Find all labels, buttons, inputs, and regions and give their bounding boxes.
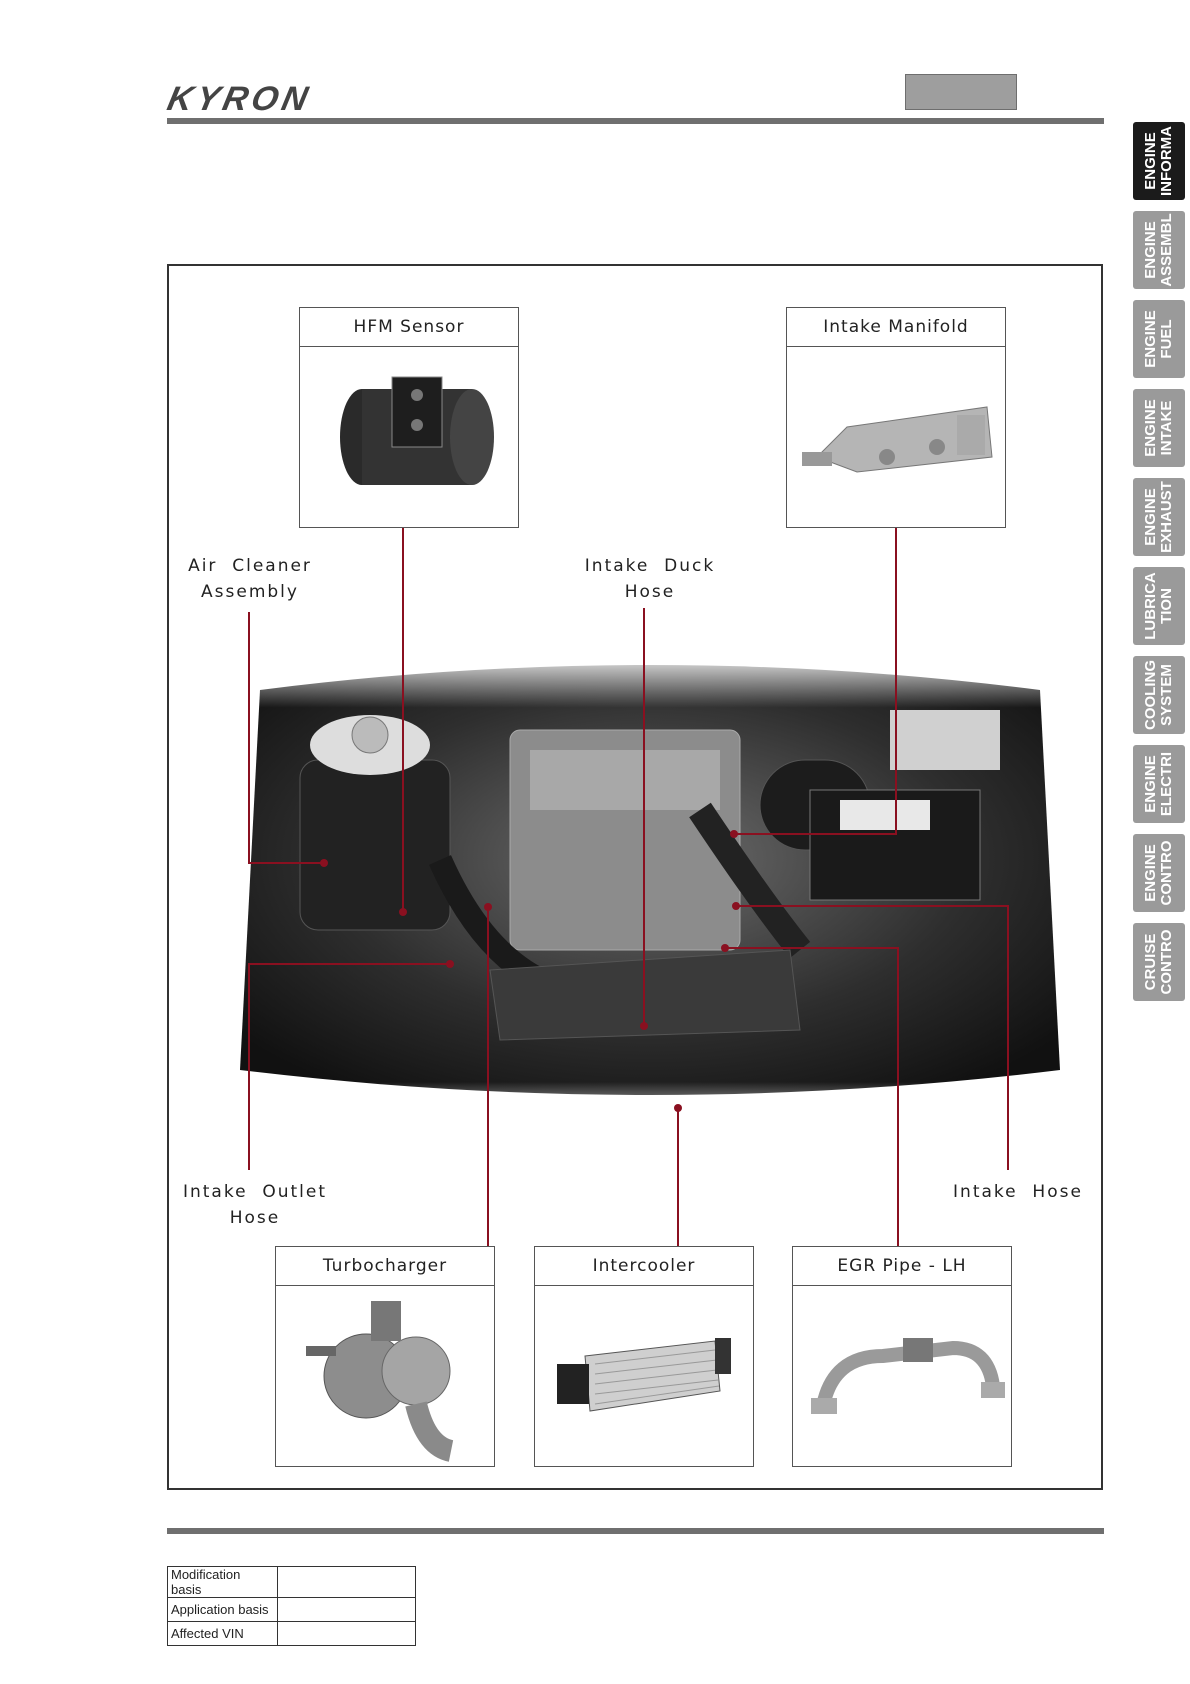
egr-pipe-image (793, 1286, 1011, 1466)
side-tab-engine-exhaust[interactable]: ENGINE EXHAUST (1133, 478, 1185, 556)
side-tab-engine-intake[interactable]: ENGINE INTAKE (1133, 389, 1185, 467)
revision-info-table (167, 1566, 416, 1646)
leader-air-cleaner-h (248, 862, 324, 864)
card-intake-manifold-caption: Intake Manifold (787, 308, 1005, 347)
leader-intake-outlet-dot (446, 960, 454, 968)
intake-manifold-image (787, 347, 1005, 527)
footer-rule (167, 1528, 1104, 1534)
leader-intake-duck-hose (643, 608, 645, 1026)
leader-egr-pipe-v (897, 947, 899, 1246)
card-turbocharger-caption: Turbocharger (276, 1247, 494, 1286)
leader-intake-hose-dot (732, 902, 740, 910)
leader-air-cleaner-v (248, 612, 250, 864)
leader-intercooler (677, 1108, 679, 1246)
leader-intake-hose-v (1007, 905, 1009, 1170)
leader-hfm-sensor-dot (399, 908, 407, 916)
card-intercooler (534, 1246, 754, 1467)
engine-bay-photo (240, 650, 1060, 1130)
leader-egr-pipe-dot (721, 944, 729, 952)
leader-turbocharger-dot (484, 903, 492, 911)
side-tab-lubrication[interactable]: LUBRICA TION (1133, 567, 1185, 645)
table-row (168, 1598, 416, 1622)
page-number-box (905, 74, 1017, 110)
leader-intake-manifold-dot (730, 830, 738, 838)
label-intake-duck-hose: Intake Duck Hose (584, 556, 716, 602)
intercooler-image (535, 1286, 753, 1466)
card-turbocharger (275, 1246, 495, 1467)
application-basis-label: Application basis (168, 1598, 278, 1622)
leader-hfm-sensor (402, 528, 404, 912)
label-air-cleaner-assembly: Air Cleaner Assembly (188, 556, 312, 602)
leader-air-cleaner-dot (320, 859, 328, 867)
side-tab-engine-information[interactable]: ENGINE INFORMA (1133, 122, 1185, 200)
card-egr-pipe (792, 1246, 1012, 1467)
leader-intake-duck-hose-dot (640, 1022, 648, 1030)
label-intake-hose: Intake Hose (953, 1182, 1083, 1202)
side-tab-engine-assembly[interactable]: ENGINE ASSEMBL (1133, 211, 1185, 289)
leader-intake-manifold-v (895, 528, 897, 835)
affected-vin-value (278, 1622, 416, 1646)
card-hfm-sensor (299, 307, 519, 528)
leader-turbocharger (487, 907, 489, 1246)
label-intake-outlet-hose: Intake Outlet Hose (182, 1182, 328, 1228)
card-intercooler-caption: Intercooler (535, 1247, 753, 1286)
leader-egr-pipe-h (725, 947, 898, 949)
turbocharger-image (276, 1286, 494, 1466)
header-rule (167, 118, 1104, 124)
brand-logo: KYRON (164, 80, 315, 118)
table-row (168, 1622, 416, 1646)
card-egr-pipe-caption: EGR Pipe - LH (793, 1247, 1011, 1286)
side-tab-cooling-system[interactable]: COOLING SYSTEM (1133, 656, 1185, 734)
hfm-sensor-image (300, 347, 518, 527)
side-tab-engine-fuel[interactable]: ENGINE FUEL (1133, 300, 1185, 378)
application-basis-value (278, 1598, 416, 1622)
side-tab-engine-control[interactable]: ENGINE CONTRO (1133, 834, 1185, 912)
leader-intake-hose-h (736, 905, 1009, 907)
leader-intake-outlet-h (248, 963, 450, 965)
leader-intake-outlet-v (248, 963, 250, 1170)
side-tab-cruise-control[interactable]: CRUISE CONTRO (1133, 923, 1185, 1001)
modification-basis-value (278, 1567, 416, 1598)
table-row (168, 1567, 416, 1598)
side-tab-engine-electrical[interactable]: ENGINE ELECTRI (1133, 745, 1185, 823)
leader-intercooler-dot (674, 1104, 682, 1112)
leader-intake-manifold-h (733, 833, 897, 835)
modification-basis-label: Modification basis (168, 1567, 278, 1598)
card-intake-manifold (786, 307, 1006, 528)
affected-vin-label: Affected VIN (168, 1622, 278, 1646)
card-hfm-sensor-caption: HFM Sensor (300, 308, 518, 347)
